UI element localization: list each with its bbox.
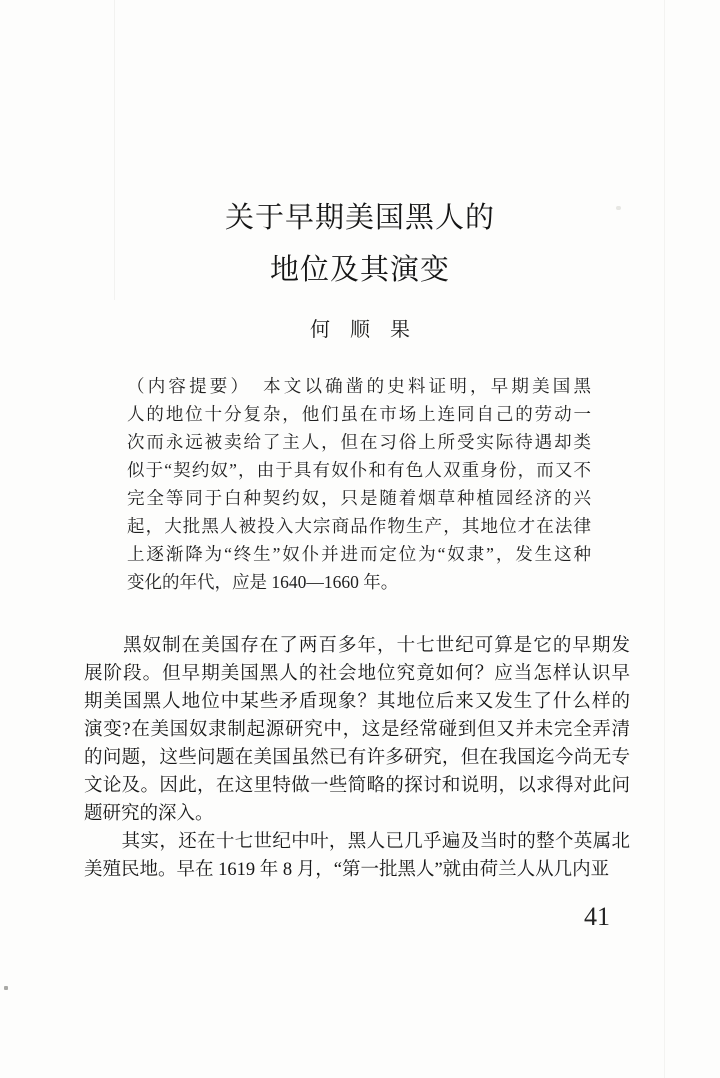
text-line: 展阶段。但早期美国黑人的社会地位究竟如何？应当怎样认识早: [84, 664, 630, 684]
text-line: 人的地位十分复杂，他们虽在市场上连同自己的劳动一: [127, 404, 591, 424]
body-text: [84, 632, 630, 884]
page-number: 41: [584, 902, 610, 931]
text-line: 其实，还在十七世纪中叶，黑人已几乎遍及当时的整个英属北: [84, 832, 630, 852]
abstract-block: [127, 372, 591, 596]
article-author: 何 顺 果: [310, 319, 410, 341]
text-line: 美殖民地。早在 1619 年 8 月，“第一批黑人”就由荷兰人从几内亚: [84, 860, 610, 880]
text-line: 完全等同于白种契约奴，只是随着烟草种植园经济的兴: [127, 488, 591, 508]
text-line: 演变?在美国奴隶制起源研究中，这是经常碰到但又并未完全弄清: [84, 720, 630, 740]
body-paragraph-2: [84, 828, 630, 884]
text-line: 似于“契约奴”，由于具有奴仆和有色人双重身份，而又不: [127, 460, 591, 480]
text-line: 起，大批黑人被投入大宗商品作物生产，其地位才在法律: [127, 516, 591, 536]
text-line: 期美国黑人地位中某些矛盾现象？其地位后来又发生了什么样的: [84, 692, 630, 712]
article-title-line-1: 关于早期美国黑人的: [224, 202, 495, 234]
article-title-line-2: 地位及其演变: [269, 254, 450, 286]
text-line: 题研究的深入。: [84, 804, 214, 824]
text-line: 变化的年代，应是 1640—1660 年。: [127, 572, 399, 592]
scan-artifact-speck: [4, 986, 8, 990]
text-line: 次而永远被卖给了主人，但在习俗上所受实际待遇却类: [127, 432, 591, 452]
text-line: 上逐渐降为“终生”奴仆并进而定位为“奴隶”，发生这种: [127, 544, 591, 564]
text-line: （内容提要） 本文以确凿的史料证明，早期美国黑: [127, 376, 591, 396]
text-line: 黑奴制在美国存在了两百多年，十七世纪可算是它的早期发: [84, 636, 630, 656]
text-line: 的问题，这些问题在美国虽然已有许多研究，但在我国迄今尚无专: [84, 748, 630, 768]
article-title: [0, 192, 720, 296]
body-paragraph-1: [84, 632, 630, 828]
scan-artifact-line: [664, 0, 665, 1078]
text-line: 文论及。因此，在这里特做一些简略的探讨和说明，以求得对此问: [84, 776, 630, 796]
